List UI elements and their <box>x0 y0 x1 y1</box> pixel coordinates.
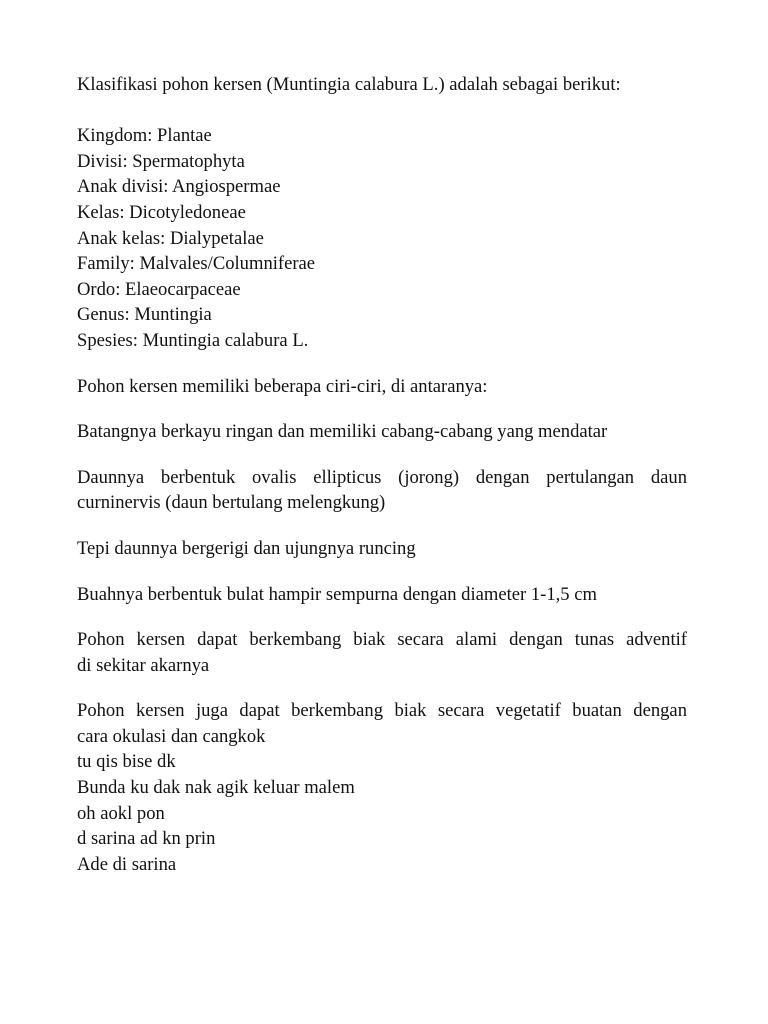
document-page <box>77 72 687 877</box>
feature-vegetative-propagation <box>77 698 687 749</box>
note-line: oh aokl pon <box>77 802 165 824</box>
feature-stem: Batangnya berkayu ringan dan memiliki cabang-cabang yang mendatar <box>77 421 608 443</box>
feature-natural-propagation-line-2: di sekitar akarnya <box>77 654 210 676</box>
feature-leaf-edge: Tepi daunnya bergerigi dan ujungnya runcing <box>77 537 416 559</box>
classification-species: Spesies: Muntingia calabura L. <box>77 329 309 351</box>
classification-family: Family: Malvales/Columniferae <box>77 253 316 275</box>
classification-order: Ordo: Elaeocarpaceae <box>77 278 241 300</box>
features-intro-text: Pohon kersen memiliki beberapa ciri-ciri, di antaranya: <box>77 375 488 397</box>
feature-fruit: Buahnya berbentuk bulat hampir sempurna dengan diameter 1-1,5 cm <box>77 583 597 605</box>
feature-leaf-shape <box>77 465 687 516</box>
feature-natural-propagation <box>77 627 687 678</box>
classification-subclass: Anak kelas: Dialypetalae <box>77 227 264 249</box>
classification-kingdom: Kingdom: Plantae <box>77 125 212 147</box>
classification-list <box>77 123 687 353</box>
feature-natural-propagation-line-1: Pohon kersen dapat berkembang biak secara alami dengan tunas adventif <box>77 629 687 651</box>
classification-division: Divisi: Spermatophyta <box>77 150 245 172</box>
trailing-notes <box>77 749 687 877</box>
feature-leaf-shape-line-2: curninervis (daun bertulang melengkung) <box>77 492 386 514</box>
classification-subdivision: Anak divisi: Angiospermae <box>77 176 281 198</box>
note-line: Ade di sarina <box>77 853 177 875</box>
classification-class: Kelas: Dicotyledoneae <box>77 201 246 223</box>
note-line: Bunda ku dak nak agik keluar malem <box>77 777 355 799</box>
feature-vegetative-propagation-line-2: cara okulasi dan cangkok <box>77 725 266 747</box>
note-line: d sarina ad kn prin <box>77 828 216 850</box>
feature-leaf-shape-line-1: Daunnya berbentuk ovalis ellipticus (jorong) dengan pertulangan daun <box>77 466 687 488</box>
intro-text: Klasifikasi pohon kersen (Muntingia calabura L.) adalah sebagai berikut: <box>77 74 621 95</box>
feature-vegetative-propagation-line-1: Pohon kersen juga dapat berkembang biak secara vegetatif buatan dengan <box>77 700 687 722</box>
classification-genus: Genus: Muntingia <box>77 304 212 326</box>
note-line: tu qis bise dk <box>77 751 176 773</box>
